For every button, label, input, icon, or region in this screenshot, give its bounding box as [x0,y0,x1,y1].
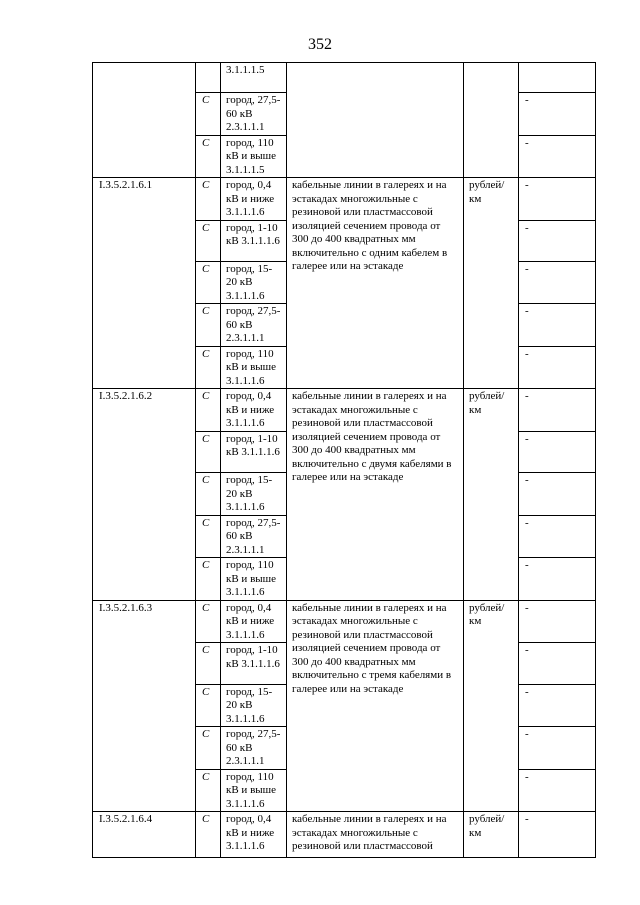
description-cell: кабельные линии в галереях и на эстакадах многожильные с резиновой или пластмассовой изоляцией сечением провода от 300 до 400 квадратных мм включительно с одним кабелем в галерее или на эстакаде [287,178,464,389]
value-cell: - [519,769,596,812]
value-cell: - [519,473,596,516]
tag-cell: С [196,135,221,178]
value-cell: - [519,515,596,558]
value-cell: - [519,389,596,432]
value-cell: - [519,220,596,261]
tag-cell: С [196,684,221,727]
zone-cell: 3.1.1.1.5 [221,63,287,93]
tag-cell: С [196,600,221,643]
tag-cell: С [196,515,221,558]
unit-cell: рублей/ км [464,178,519,389]
tag-cell: С [196,93,221,136]
tag-cell [196,63,221,93]
table-row [93,63,596,93]
code-cell [93,63,196,178]
tag-cell: С [196,178,221,221]
description-cell: кабельные линии в галереях и на эстакадах многожильные с резиновой или пластмассовой изоляцией сечением провода от 300 до 400 квадратных мм включительно с тремя кабелями в галерее или на эстакаде [287,600,464,811]
code-cell: I.3.5.2.1.6.4 [93,812,196,858]
description-cell: кабельные линии в галереях и на эстакадах многожильные с резиновой или пластмассовой [287,812,464,858]
table-row [93,812,596,858]
value-cell: - [519,600,596,643]
tag-cell: С [196,261,221,304]
tariff-table [92,62,596,858]
value-cell: - [519,304,596,347]
value-cell: - [519,684,596,727]
description-cell: кабельные линии в галереях и на эстакадах многожильные с резиновой или пластмассовой изоляцией сечением провода от 300 до 400 квадратных мм включительно с двумя кабелями в галерее или на эстакаде [287,389,464,600]
value-cell: - [519,558,596,601]
zone-cell: город, 15-20 кВ 3.1.1.1.6 [221,473,287,516]
unit-cell: рублей/ км [464,812,519,858]
tag-cell: С [196,389,221,432]
zone-cell: город, 110 кВ и выше 3.1.1.1.6 [221,346,287,389]
page-number: 352 [308,36,332,53]
zone-cell: город, 15-20 кВ 3.1.1.1.6 [221,684,287,727]
zone-cell: город, 27,5-60 кВ 2.3.1.1.1 [221,304,287,347]
value-cell: - [519,135,596,178]
zone-cell: город, 110 кВ и выше 3.1.1.1.6 [221,769,287,812]
tag-cell: С [196,558,221,601]
zone-cell: город, 0,4 кВ и ниже 3.1.1.1.6 [221,812,287,858]
zone-cell: город, 27,5-60 кВ 2.3.1.1.1 [221,727,287,770]
table-row [93,389,596,432]
zone-cell: город, 1-10 кВ 3.1.1.1.6 [221,220,287,261]
value-cell: - [519,643,596,684]
zone-cell: город, 1-10 кВ 3.1.1.1.6 [221,643,287,684]
value-cell: - [519,261,596,304]
value-cell: - [519,93,596,136]
code-cell: I.3.5.2.1.6.3 [93,600,196,811]
tag-cell: С [196,643,221,684]
code-cell: I.3.5.2.1.6.2 [93,389,196,600]
value-cell: - [519,178,596,221]
tag-cell: С [196,769,221,812]
zone-cell: город, 0,4 кВ и ниже 3.1.1.1.6 [221,178,287,221]
zone-cell: город, 0,4 кВ и ниже 3.1.1.1.6 [221,389,287,432]
table-row [93,178,596,221]
tag-cell: С [196,473,221,516]
unit-cell: рублей/ км [464,600,519,811]
zone-cell: город, 27,5-60 кВ 2.3.1.1.1 [221,515,287,558]
unit-cell: рублей/ км [464,389,519,600]
value-cell: - [519,727,596,770]
tag-cell: С [196,431,221,472]
zone-cell: город, 1-10 кВ 3.1.1.1.6 [221,431,287,472]
zone-cell: город, 0,4 кВ и ниже 3.1.1.1.6 [221,600,287,643]
tag-cell: С [196,304,221,347]
tag-cell: С [196,812,221,858]
value-cell: - [519,431,596,472]
tag-cell: С [196,346,221,389]
value-cell: - [519,346,596,389]
description-cell [287,63,464,178]
unit-cell [464,63,519,178]
value-cell [519,63,596,93]
zone-cell: город, 27,5-60 кВ 2.3.1.1.1 [221,93,287,136]
table-row [93,600,596,643]
zone-cell: город, 110 кВ и выше 3.1.1.1.6 [221,558,287,601]
tariff-table-body [93,63,596,858]
value-cell: - [519,812,596,858]
zone-cell: город, 110 кВ и выше 3.1.1.1.5 [221,135,287,178]
code-cell: I.3.5.2.1.6.1 [93,178,196,389]
tag-cell: С [196,727,221,770]
zone-cell: город, 15-20 кВ 3.1.1.1.6 [221,261,287,304]
tag-cell: С [196,220,221,261]
